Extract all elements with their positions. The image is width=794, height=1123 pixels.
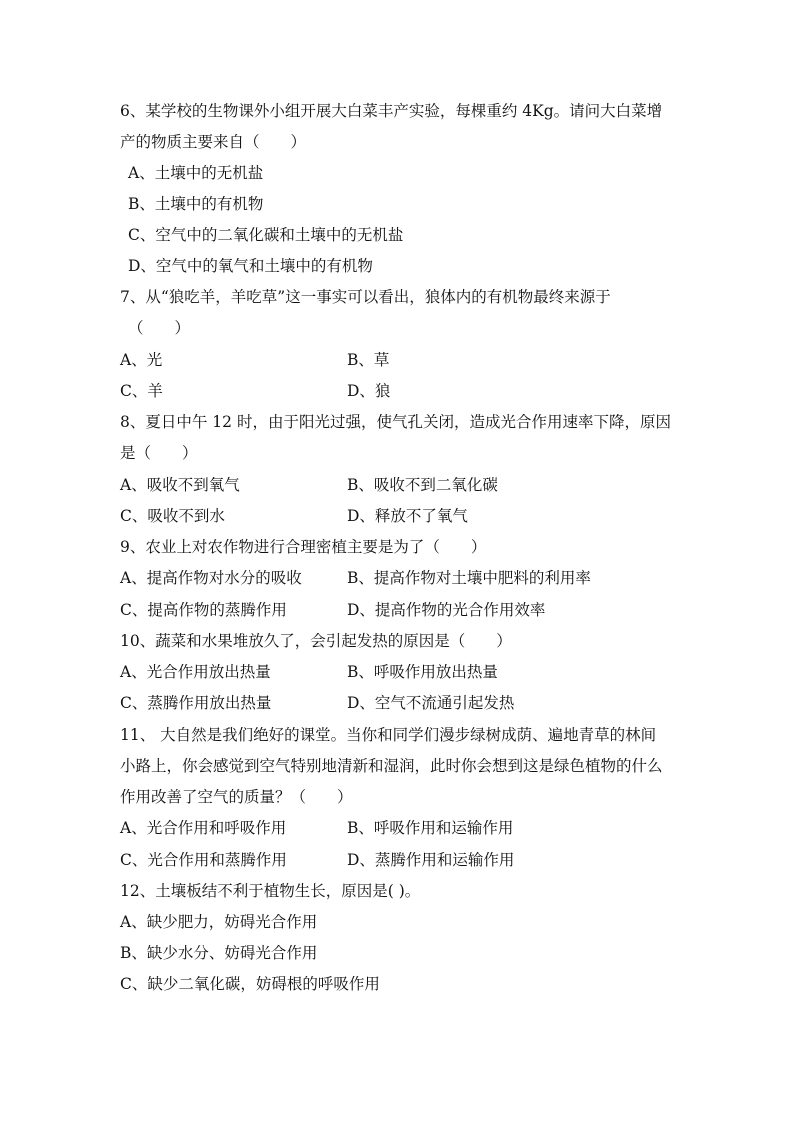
question-11-option-c: C、光合作用和蒸腾作用 — [120, 851, 287, 869]
question-9-option-d: D、提高作物的光合作用效率 — [347, 601, 546, 619]
question-6-option-d: D、空气中的氧气和土壤中的有机物 — [128, 257, 373, 275]
question-9-option-b: B、提高作物对土壤中肥料的利用率 — [347, 569, 591, 587]
question-9-option-c: C、提高作物的蒸腾作用 — [120, 601, 287, 619]
question-6-option-c: C、空气中的二氧化碳和土壤中的无机盐 — [128, 226, 404, 244]
question-10-stem: 10、蔬菜和水果堆放久了，会引起发热的原因是（ ） — [120, 632, 512, 650]
question-6-stem-line-2: 产的物质主要来自（ ） — [120, 133, 307, 151]
question-11-option-b: B、呼吸作用和运输作用 — [347, 819, 514, 837]
question-11-stem-line-2: 小路上，你会感觉到空气特别地清新和湿润，此时你会想到这是绿色植物的什么 — [120, 757, 663, 775]
question-7-stem-line-2: （ ） — [128, 319, 191, 337]
question-7-option-b: B、草 — [347, 351, 390, 369]
question-8-option-c: C、吸收不到水 — [120, 507, 225, 525]
question-8-option-a: A、吸收不到氧气 — [120, 476, 240, 494]
question-10-option-a: A、光合作用放出热量 — [120, 663, 271, 681]
question-10-option-b: B、呼吸作用放出热量 — [347, 663, 498, 681]
question-10-option-d: D、空气不流通引起发热 — [347, 694, 515, 712]
question-12-option-a: A、缺少肥力，妨碍光合作用 — [120, 913, 318, 931]
question-11-option-d: D、蒸腾作用和运输作用 — [347, 851, 515, 869]
question-7-option-c: C、羊 — [120, 382, 163, 400]
question-12-option-b: B、缺少水分、妨碍光合作用 — [120, 944, 318, 962]
question-7-stem-line-1: 7、从“狼吃羊，羊吃草”这一事实可以看出，狼体内的有机物最终来源于 — [120, 288, 611, 306]
question-9-option-a: A、提高作物对水分的吸收 — [120, 569, 302, 587]
question-12-stem: 12、土壤板结不利于植物生长，原因是( )。 — [120, 882, 421, 900]
question-8-stem-line-1: 8、夏日中午 12 时，由于阳光过强，使气孔关闭，造成光合作用速率下降，原因 — [120, 413, 671, 431]
question-6-stem-line-1: 6、某学校的生物课外小组开展大白菜丰产实验，每棵重约 4Kg。请问大白菜增 — [120, 102, 663, 120]
question-8-option-d: D、释放不了氧气 — [347, 507, 468, 525]
question-8-stem-line-2: 是（ ） — [120, 444, 198, 462]
question-9-stem: 9、农业上对农作物进行合理密植主要是为了（ ） — [120, 538, 487, 556]
question-6-option-b: B、土壤中的有机物 — [128, 195, 264, 213]
question-11-stem-line-1: 11、 大自然是我们绝好的课堂。当你和同学们漫步绿树成荫、遍地青草的林间 — [120, 726, 657, 744]
question-11-option-a: A、光合作用和呼吸作用 — [120, 819, 287, 837]
question-10-option-c: C、蒸腾作用放出热量 — [120, 694, 272, 712]
question-7-option-a: A、光 — [120, 351, 163, 369]
question-6-option-a: A、土壤中的无机盐 — [128, 164, 264, 182]
question-11-stem-line-3: 作用改善了空气的质量？（ ） — [120, 788, 353, 806]
question-12-option-c: C、缺少二氧化碳，妨碍根的呼吸作用 — [120, 975, 380, 993]
question-7-option-d: D、狼 — [347, 382, 391, 400]
question-8-option-b: B、吸收不到二氧化碳 — [347, 476, 498, 494]
